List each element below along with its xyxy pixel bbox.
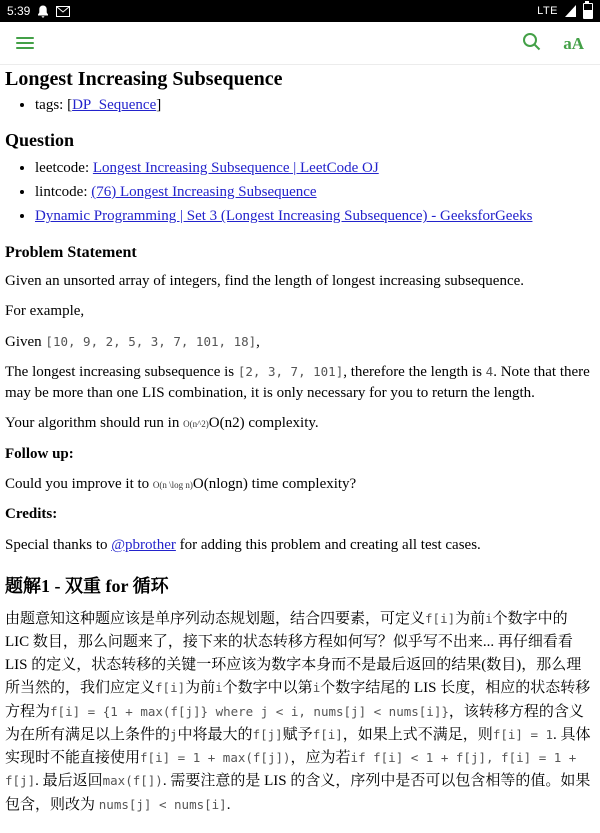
inline-code: f[j] — [252, 726, 283, 742]
list-text: tags: [DP_Sequence] — [35, 97, 162, 113]
list-item — [35, 206, 594, 227]
paragraph-given-array: Given [10, 9, 2, 5, 3, 7, 101, 18], — [5, 333, 260, 350]
inline-code: f[i] — [155, 680, 186, 696]
math-fallback-small: O(n^2) — [183, 419, 209, 430]
section-heading-solution: 题解1 - 双重 for 循环 — [5, 575, 169, 596]
link[interactable]: (76) Longest Increasing Subsequence — [91, 184, 317, 201]
list-item — [35, 182, 594, 203]
status-bar — [0, 0, 600, 22]
follow-up-label: Follow up: — [5, 445, 74, 462]
paragraph-problem-intro: Given an unsorted array of integers, find the length of longest increasing subsequence. — [5, 272, 525, 289]
paragraph-solution: 由题意知这种题应该是单序列动态规划题，结合四要素，可定义f[i]为前i个数字中的 LIC 数目，那么问题来了，接下来的状态转移方程如何写？似乎写不出来... 再仔细看看 LIS 的定义，状态转移的关键一环应该为数字本身而不是最后返回的结果(数目)，那么理所当然的，我们应定义f[i]为前i个数字中以第i个数字结尾的 LIS 长度，相应的状态转移方程为f[i] = {1 + max(f[j]} where j < i, nums[j] < nums[i]}，该转移方程的含义为在所有满足以上条件的j中将最大的f[j]赋予f[i]，如果上式不满足，则f[i] = 1. 具体实现时不能直接使用f[i] = 1 + max(f[j])，应为若if f[i] < 1 + f[j], f[i] = 1 + f[j]. 最后返回max(f[]). 需要注意的是 LIS 的含义，序列中是否可以包含相等的值。如果包含，则改为 nums[j] < nums[i]. — [5, 610, 591, 813]
section-heading-question: Question — [5, 130, 75, 151]
mail-icon — [56, 6, 70, 17]
inline-code: i — [312, 680, 321, 696]
list-text — [35, 208, 532, 224]
page-title: Longest Increasing Subsequence — [5, 68, 283, 90]
link[interactable]: DP_Sequence — [72, 97, 157, 113]
clock: 5:39 — [7, 4, 31, 18]
inline-code: i — [485, 610, 493, 626]
inline-code: j — [170, 726, 178, 742]
inline-code: f[i] — [312, 726, 343, 742]
font-settings-icon: aA — [563, 33, 584, 53]
bell-icon — [37, 5, 49, 18]
paragraph-credits: Special thanks to @pbrother for adding this problem and creating all test cases. — [5, 536, 481, 553]
hamburger-icon — [16, 34, 34, 52]
search-button[interactable] — [522, 32, 541, 54]
link[interactable]: Dynamic Programming | Set 3 (Longest Increasing Subsequence) - GeeksforGeeks — [35, 208, 533, 225]
list-text: lintcode: (76) Longest Increasing Subsequence — [35, 184, 317, 201]
inline-code: if f[i] < 1 + f[j], f[i] = 1 + f[j] — [5, 750, 577, 789]
list-text: leetcode: Longest Increasing Subsequence | LeetCode OJ — [35, 159, 379, 176]
math-fallback-small: O(n \log n) — [152, 480, 193, 491]
inline-code: max(f[]) — [102, 773, 163, 789]
search-icon — [522, 32, 541, 54]
inline-code: i — [215, 680, 223, 696]
paragraph-follow-up: Could you improve it to O(n \log n)O(nlogn) time complexity? — [5, 476, 357, 493]
inline-code: [10, 9, 2, 5, 3, 7, 101, 18] — [45, 333, 257, 349]
paragraph-complexity: Your algorithm should run in O(n^2)O(n2) complexity. — [5, 415, 319, 432]
inline-code: f[i] — [425, 610, 456, 626]
list-item — [35, 158, 594, 179]
paragraph-for-example: For example, — [5, 303, 85, 320]
credits-label: Credits: — [5, 506, 58, 523]
paragraph-lis-explanation: The longest increasing subsequence is [2, 3, 7, 101], therefore the length is 4. Note that there may be more than one LIS combination, it is only necessary for you to return the length. — [5, 363, 590, 402]
inline-code: f[i] = 1 + max(f[j]) — [140, 750, 291, 766]
section-heading-problem-statement: Problem Statement — [5, 243, 137, 261]
inline-code: nums[j] < nums[i] — [98, 796, 227, 812]
article — [0, 68, 600, 833]
inline-code: [2, 3, 7, 101] — [237, 363, 344, 379]
tags-list — [5, 95, 594, 116]
link[interactable]: @pbrother — [111, 536, 176, 553]
app-toolbar — [0, 22, 600, 65]
inline-code: f[i] = {1 + max(f[j]} where j < i, nums[j] < nums[i]} — [50, 703, 449, 719]
battery-icon — [583, 3, 593, 19]
signal-icon — [565, 5, 576, 17]
inline-code: 4 — [485, 363, 494, 379]
network-type-label: LTE — [537, 5, 558, 17]
link[interactable]: Longest Increasing Subsequence | LeetCode OJ — [92, 159, 379, 176]
inline-code: f[i] = 1 — [492, 726, 554, 742]
list-item — [35, 95, 594, 116]
font-settings-button[interactable] — [563, 35, 584, 52]
question-links-list — [5, 158, 594, 228]
menu-button[interactable] — [16, 34, 34, 52]
